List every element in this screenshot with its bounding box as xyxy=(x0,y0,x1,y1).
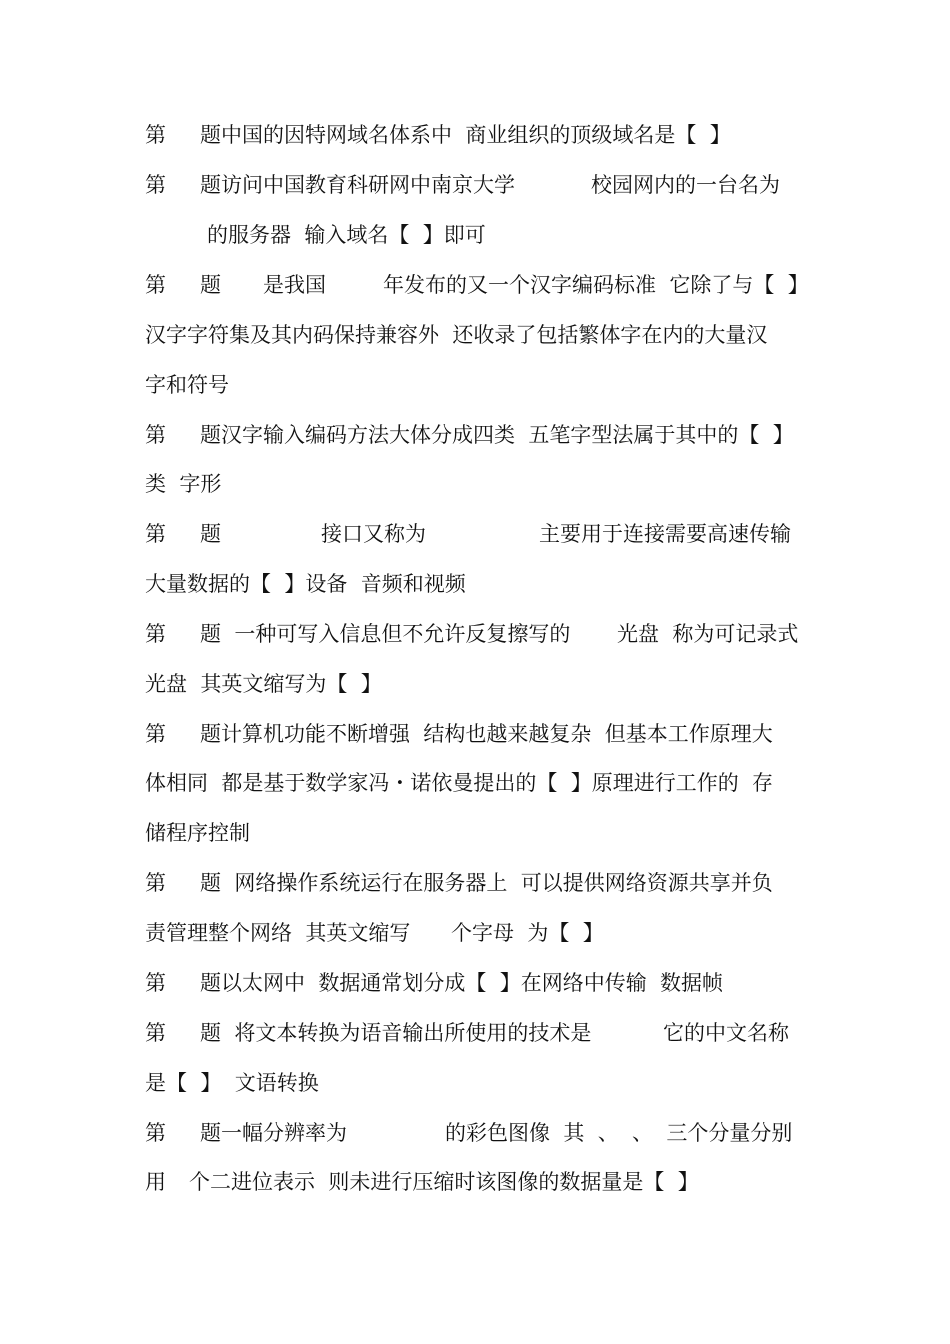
question-7-line-3 xyxy=(145,816,250,850)
question-text: 用 xyxy=(145,1170,166,1194)
question-4-line-1 xyxy=(145,418,794,452)
question-3-line-2 xyxy=(145,318,768,352)
question-8-line-1 xyxy=(145,866,773,900)
question-text: 题一幅分辨率为 xyxy=(200,1121,347,1145)
question-label: 第 xyxy=(145,871,166,895)
question-label: 第 xyxy=(145,971,166,995)
question-text: 类 字形 xyxy=(145,472,222,496)
question-2-line-2 xyxy=(145,218,486,252)
question-label: 第 xyxy=(145,722,166,746)
question-11-line-1 xyxy=(145,1116,793,1150)
question-text: 题中国的因特网域名体系中 商业组织的顶级域名是【 】 xyxy=(200,123,731,147)
question-text: 字和符号 xyxy=(145,373,229,397)
question-text: 储程序控制 xyxy=(145,821,250,845)
question-text: 它的中文名称 xyxy=(663,1021,789,1045)
question-1-line-1 xyxy=(145,118,731,152)
question-7-line-1 xyxy=(145,717,773,751)
question-text: 题计算机功能不断增强 结构也越来越复杂 但基本工作原理大 xyxy=(200,722,773,746)
question-label: 第 xyxy=(145,173,166,197)
question-text: 汉字字符集及其内码保持兼容外 还收录了包括繁体字在内的大量汉 xyxy=(145,323,768,347)
question-9-line-1 xyxy=(145,966,724,1000)
question-2-line-1 xyxy=(145,168,780,202)
question-label: 第 xyxy=(145,1021,166,1045)
question-label: 第 xyxy=(145,123,166,147)
question-text: 题 一种可写入信息但不允许反复擦写的 xyxy=(200,622,571,646)
question-text: 的彩色图像 其 、 、 三个分量分别 xyxy=(445,1121,793,1145)
question-text: 主要用于连接需要高速传输 xyxy=(539,522,791,546)
question-10-line-2 xyxy=(145,1066,319,1100)
question-5-line-1 xyxy=(145,517,791,551)
question-10-line-1 xyxy=(145,1016,789,1050)
question-text: 大量数据的【 】设备 音频和视频 xyxy=(145,572,466,596)
question-label: 第 xyxy=(145,522,166,546)
question-3-line-3 xyxy=(145,368,229,402)
question-text: 校园网内的一台名为 xyxy=(591,173,780,197)
question-text: 责管理整个网络 其英文缩写 xyxy=(145,921,411,945)
question-6-line-2 xyxy=(145,667,382,701)
question-6-line-1 xyxy=(145,617,799,651)
question-label: 第 xyxy=(145,273,166,297)
question-label: 第 xyxy=(145,423,166,447)
question-4-line-2 xyxy=(145,467,222,501)
question-text: 个字母 为【 】 xyxy=(451,921,604,945)
question-7-line-2 xyxy=(145,766,774,800)
question-3-line-1 xyxy=(145,268,809,302)
question-text: 体相同 都是基于数学家冯・诺依曼提出的【 】原理进行工作的 存 xyxy=(145,771,774,795)
question-label: 第 xyxy=(145,622,166,646)
question-text: 题 xyxy=(200,522,221,546)
question-text: 题汉字输入编码方法大体分成四类 五笔字型法属于其中的【 】 xyxy=(200,423,794,447)
question-8-line-2 xyxy=(145,916,604,950)
question-text: 题访问中国教育科研网中南京大学 xyxy=(200,173,515,197)
question-label: 第 xyxy=(145,1121,166,1145)
question-11-line-2 xyxy=(145,1165,699,1199)
question-text: 题 网络操作系统运行在服务器上 可以提供网络资源共享并负 xyxy=(200,871,773,895)
question-text: 个二进位表示 则未进行压缩时该图像的数据量是【 】 xyxy=(189,1170,699,1194)
question-text: 题 xyxy=(200,273,221,297)
question-text: 接口又称为 xyxy=(321,522,426,546)
question-5-line-2 xyxy=(145,567,466,601)
question-text: 题 将文本转换为语音输出所使用的技术是 xyxy=(200,1021,592,1045)
question-text: 光盘 其英文缩写为【 】 xyxy=(145,672,382,696)
question-text: 是我国 xyxy=(263,273,326,297)
question-text: 题以太网中 数据通常划分成【 】在网络中传输 数据帧 xyxy=(200,971,724,995)
question-text: 是【 】 文语转换 xyxy=(145,1071,319,1095)
question-text: 光盘 称为可记录式 xyxy=(617,622,799,646)
question-text: 年发布的又一个汉字编码标准 它除了与【 】 xyxy=(383,273,809,297)
question-text: 的服务器 输入域名【 】即可 xyxy=(207,223,486,247)
